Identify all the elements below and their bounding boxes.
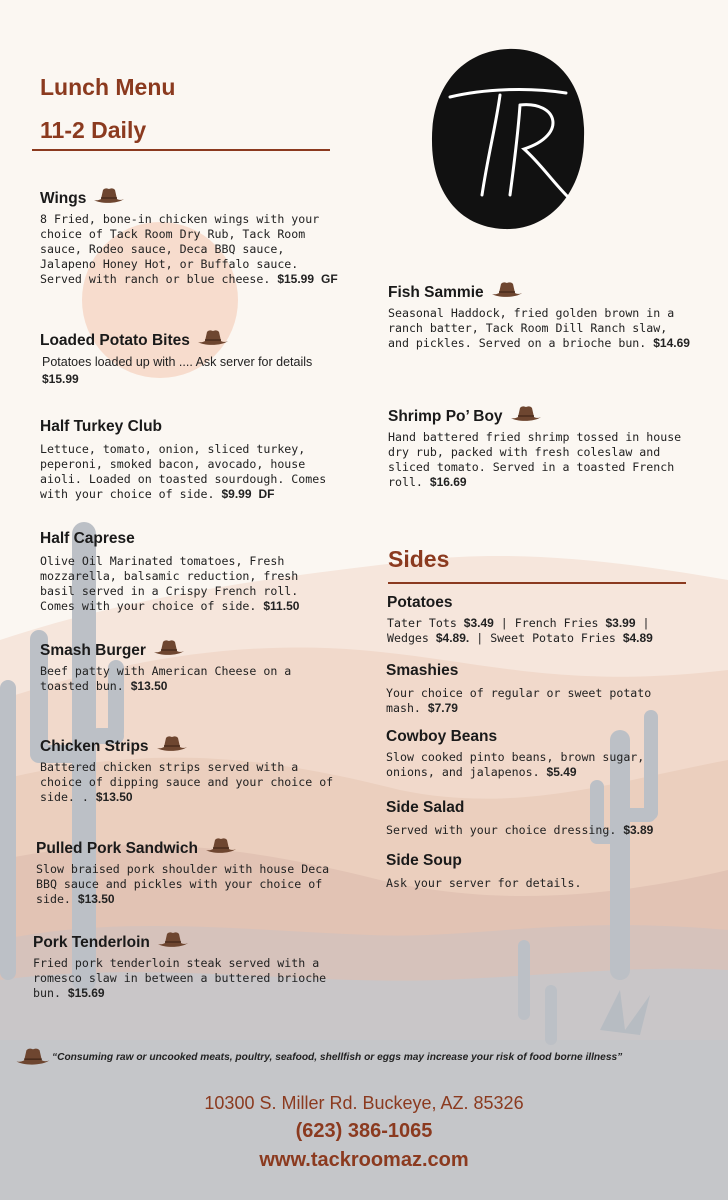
sides-divider: [388, 582, 686, 584]
menu-title: Lunch Menu: [40, 74, 176, 100]
item-price: $9.99: [221, 487, 252, 501]
item-price: $11.50: [263, 599, 300, 613]
item-description: Fried pork tenderloin steak served with a romesco slaw in between a buttered brioche bun.: [33, 956, 327, 1000]
item-name: Fish Sammie: [388, 284, 484, 301]
item-name: Cowboy Beans: [386, 728, 498, 745]
item-name: Wings: [40, 190, 87, 207]
menu-item: [33, 930, 333, 1001]
item-description: Slow cooked pinto beans, brown sugar, onions, and jalapenos.: [386, 750, 645, 779]
cowboy-hat-icon: [155, 734, 189, 754]
item-price: $7.79: [427, 701, 458, 715]
item-tag: GF: [321, 272, 338, 286]
cowboy-hat-icon: [490, 280, 524, 300]
sides-title: Sides: [388, 546, 450, 572]
item-description: Your choice of regular or sweet potato mash.: [386, 686, 652, 715]
item-name: Chicken Strips: [40, 738, 149, 755]
item-description: Lettuce, tomato, onion, sliced turkey, peperoni, smoked bacon, avocado, house aioli. Loaded on toasted sourdough. Comes with your choice of side.: [40, 442, 327, 501]
item-price: $5.49: [546, 765, 577, 779]
item-price: $15.69: [67, 986, 105, 1000]
item-description: Served with your choice dressing.: [386, 823, 624, 837]
food-safety-disclaimer: “Consuming raw or uncooked meats, poultry, seafood, shellfish or eggs may increase your risk of food borne illness”: [52, 1052, 623, 1063]
item-description: Potatoes loaded up with .... Ask server for details: [42, 355, 313, 369]
side-item-potatoes: [387, 594, 693, 646]
item-name: Side Salad: [386, 799, 465, 816]
item-description: Ask your server for details.: [386, 876, 582, 890]
menu-item: [36, 836, 348, 907]
side-item: [386, 852, 686, 891]
item-name: Loaded Potato Bites: [40, 332, 190, 349]
item-price: $13.50: [130, 679, 168, 693]
phone-link[interactable]: (623) 386-1065: [295, 1120, 433, 1142]
website-link[interactable]: www.tackroomaz.com: [259, 1149, 469, 1171]
item-price: $3.89: [623, 823, 654, 837]
item-name: Half Caprese: [40, 530, 135, 547]
item-price: $14.69: [653, 336, 690, 350]
item-description: Hand battered fried shrimp tossed in house dry rub, packed with fresh coleslaw and sliced tomato. Served in a toasted French roll.: [388, 430, 682, 489]
menu-item: [40, 418, 340, 502]
item-name: Potatoes: [387, 594, 453, 611]
item-price: $4.89: [622, 631, 653, 645]
item-price: $16.69: [429, 475, 467, 489]
item-name: Half Turkey Club: [40, 418, 163, 435]
cowboy-hat-icon: [196, 328, 230, 348]
cowboy-hat-icon: [204, 836, 238, 856]
item-price: $13.50: [95, 790, 133, 804]
side-item: [386, 662, 686, 716]
menu-item: [388, 404, 690, 490]
item-price: $15.99: [42, 372, 79, 386]
item-description: Beef patty with American Cheese on a toasted bun.: [40, 664, 292, 693]
item-price: $3.49: [463, 616, 494, 630]
menu-item: [388, 280, 690, 351]
item-price: $3.99: [605, 616, 636, 630]
side-item: [386, 728, 686, 780]
potato-option: | Sweet Potato Fries: [469, 631, 623, 645]
logo-text: TR: [508, 225, 510, 226]
item-description: 8 Fried, bone-in chicken wings with your choice of Tack Room Dry Rub, Tack Room sauce, Rodeo sauce, Deca BBQ sauce, Jalapeno Honey Hot, or Buffalo sauce. Served with ranch or blue cheese.: [40, 212, 320, 286]
title-divider: [32, 149, 330, 151]
item-description: Slow braised pork shoulder with house Deca BBQ sauce and pickles with your choice of side.: [36, 862, 330, 906]
potato-option: | French Fries: [493, 616, 606, 630]
potato-option: Tater Tots: [387, 616, 464, 630]
menu-item: [40, 328, 330, 388]
item-description: Battered chicken strips served with a choice of dipping sauce and your choice of side. .: [40, 760, 334, 804]
cowboy-hat-icon: [156, 930, 190, 950]
side-item: [386, 799, 686, 838]
item-name: Pulled Pork Sandwich: [36, 840, 198, 857]
address-text: 10300 S. Miller Rd. Buckeye, AZ. 85326: [204, 1093, 524, 1113]
menu-item: [40, 638, 340, 694]
item-name: Shrimp Po’ Boy: [388, 408, 503, 425]
tack-room-logo: [428, 45, 588, 235]
item-name: Smashies: [386, 662, 459, 679]
item-name: Pork Tenderloin: [33, 934, 150, 951]
cowboy-hat-icon: [152, 638, 186, 658]
item-price: $15.99: [277, 272, 315, 286]
menu-item: [40, 186, 340, 287]
item-description: Seasonal Haddock, fried golden brown in a ranch batter, Tack Room Dill Ranch slaw, and pickles. Served on a brioche bun.: [388, 306, 675, 350]
item-price: $13.50: [77, 892, 115, 906]
item-price: $4.89.: [435, 631, 470, 645]
cowboy-hat-icon: [509, 404, 543, 424]
item-name: Smash Burger: [40, 642, 146, 659]
item-name: Side Soup: [386, 852, 462, 869]
cowboy-hat-icon: [14, 1046, 52, 1068]
item-tag: DF: [258, 487, 275, 501]
potato-option: | Wedges: [387, 616, 650, 645]
menu-item: [40, 734, 345, 805]
menu-item: [40, 530, 340, 614]
item-description: Olive Oil Marinated tomatoes, Fresh mozzarella, balsamic reduction, fresh basil served in a Crispy French roll. Comes with your choice of side.: [40, 554, 299, 613]
menu-hours: 11-2 Daily: [40, 117, 147, 143]
cowboy-hat-icon: [92, 186, 126, 206]
